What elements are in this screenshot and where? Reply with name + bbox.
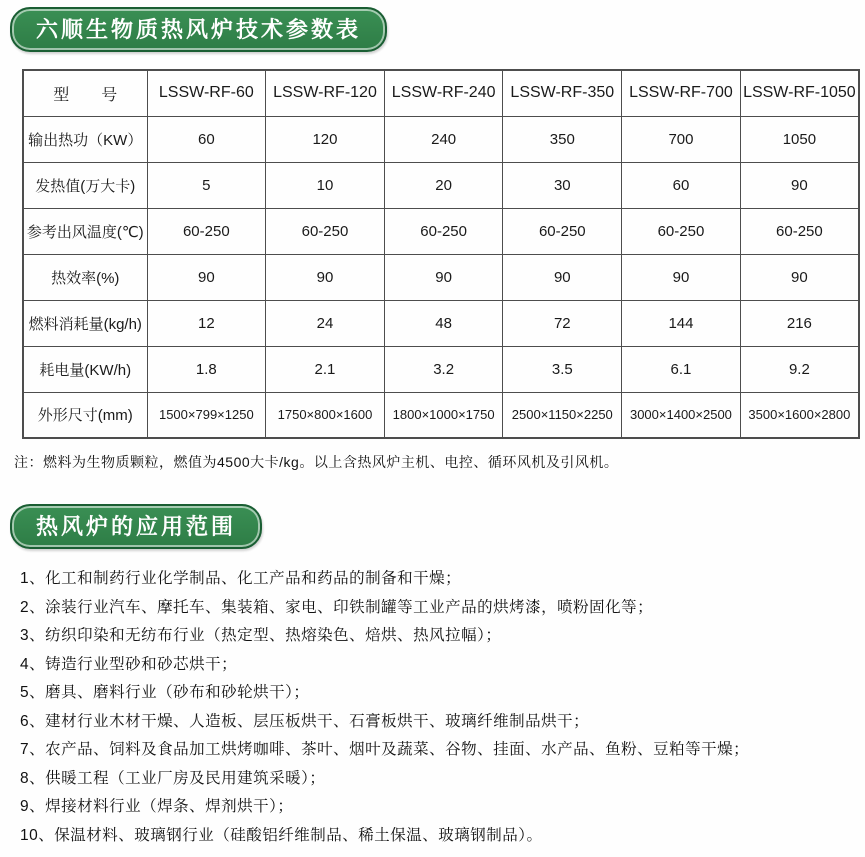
params-title-text: 六顺生物质热风炉技术参数表 [36,17,362,42]
table-cell: 90 [266,254,385,300]
table-cell: 90 [622,254,741,300]
model-header-LSSW-RF-60: LSSW-RF-60 [147,70,266,116]
table-cell: 3500×1600×2800 [740,392,859,438]
application-list-item: 3、纺织印染和无纺布行业（热定型、热熔染色、焙烘、热风拉幅）； [20,627,502,644]
table-cell: 90 [384,254,503,300]
row-label: 输出热功（KW） [23,116,147,162]
row-label: 耗电量(KW/h) [23,346,147,392]
table-cell: 48 [384,300,503,346]
spec-table-head [23,70,859,116]
table-cell: 1750×800×1600 [266,392,385,438]
table-cell: 350 [503,116,622,162]
table-row [23,208,859,254]
table-cell: 3.5 [503,346,622,392]
table-cell: 700 [622,116,741,162]
table-cell: 2.1 [266,346,385,392]
table-cell: 1.8 [147,346,266,392]
table-cell: 3000×1400×2500 [622,392,741,438]
table-cell: 3.2 [384,346,503,392]
table-cell: 30 [503,162,622,208]
table-cell: 6.1 [622,346,741,392]
row-label: 热效率(%) [23,254,147,300]
table-row [23,254,859,300]
table-cell: 144 [622,300,741,346]
application-list-item: 7、农产品、饲料及食品加工烘烤咖啡、茶叶、烟叶及蔬菜、谷物、挂面、水产品、鱼粉、豆粕等干燥； [20,741,750,758]
table-cell: 1800×1000×1750 [384,392,503,438]
table-cell: 12 [147,300,266,346]
spec-table-header-row [23,70,859,116]
spec-table-body [23,116,859,438]
table-cell: 60-250 [384,208,503,254]
application-list-item: 6、建材行业木材干燥、人造板、层压板烘干、石膏板烘干、玻璃纤维制品烘干； [20,712,590,730]
row-label: 燃料消耗量(kg/h) [23,300,147,346]
applications-list [20,565,865,850]
table-cell: 90 [740,254,859,300]
application-list-item: 4、铸造行业型砂和砂芯烘干； [20,655,238,673]
table-footnote: 注：燃料为生物质颗粒，燃值为4500大卡/kg。以上含热风炉主机、电控、循环风机及引风机。 [14,454,619,470]
application-list-item: 10、保温材料、玻璃钢行业（硅酸铝纤维制品、稀土保温、玻璃钢制品）。 [20,826,543,844]
table-cell: 9.2 [740,346,859,392]
model-column-header: 型 号 [23,70,147,116]
table-row [23,116,859,162]
table-cell: 72 [503,300,622,346]
applications-title-text: 热风炉的应用范围 [36,514,237,539]
applications-title-badge [10,504,262,549]
model-header-LSSW-RF-120: LSSW-RF-120 [266,70,385,116]
table-cell: 60 [147,116,266,162]
model-header-LSSW-RF-350: LSSW-RF-350 [503,70,622,116]
model-header-LSSW-RF-240: LSSW-RF-240 [384,70,503,116]
application-list-item: 9、焊接材料行业（焊条、焊剂烘干）； [20,798,294,815]
application-list-item: 8、供暖工程（工业厂房及民用建筑采暖）； [20,769,326,787]
spec-table [22,69,860,439]
table-cell: 90 [147,254,266,300]
table-cell: 1500×799×1250 [147,392,266,438]
row-label: 外形尺寸(mm) [23,392,147,438]
table-cell: 90 [740,162,859,208]
params-title-badge [10,7,387,52]
table-row [23,162,859,208]
table-cell: 60-250 [147,208,266,254]
application-list-item: 1、化工和制药行业化学制品、化工产品和药品的制备和干燥； [20,570,462,587]
table-cell: 240 [384,116,503,162]
model-header-LSSW-RF-1050: LSSW-RF-1050 [740,70,859,116]
model-header-LSSW-RF-700: LSSW-RF-700 [622,70,741,116]
table-cell: 20 [384,162,503,208]
table-cell: 60 [622,162,741,208]
table-row [23,392,859,438]
table-cell: 2500×1150×2250 [503,392,622,438]
table-cell: 60-250 [266,208,385,254]
table-cell: 24 [266,300,385,346]
row-label: 参考出风温度(℃) [23,208,147,254]
table-cell: 60-250 [622,208,741,254]
table-cell: 90 [503,254,622,300]
table-cell: 216 [740,300,859,346]
table-cell: 10 [266,162,385,208]
table-cell: 120 [266,116,385,162]
row-label: 发热值(万大卡) [23,162,147,208]
table-row [23,300,859,346]
table-row [23,346,859,392]
table-cell: 60-250 [503,208,622,254]
table-cell: 60-250 [740,208,859,254]
table-cell: 5 [147,162,266,208]
table-cell: 1050 [740,116,859,162]
application-list-item: 5、磨具、磨料行业（砂布和砂轮烘干）； [20,684,310,701]
application-list-item: 2、涂装行业汽车、摩托车、集装箱、家电、印铁制罐等工业产品的烘烤漆，喷粉固化等； [20,598,654,616]
